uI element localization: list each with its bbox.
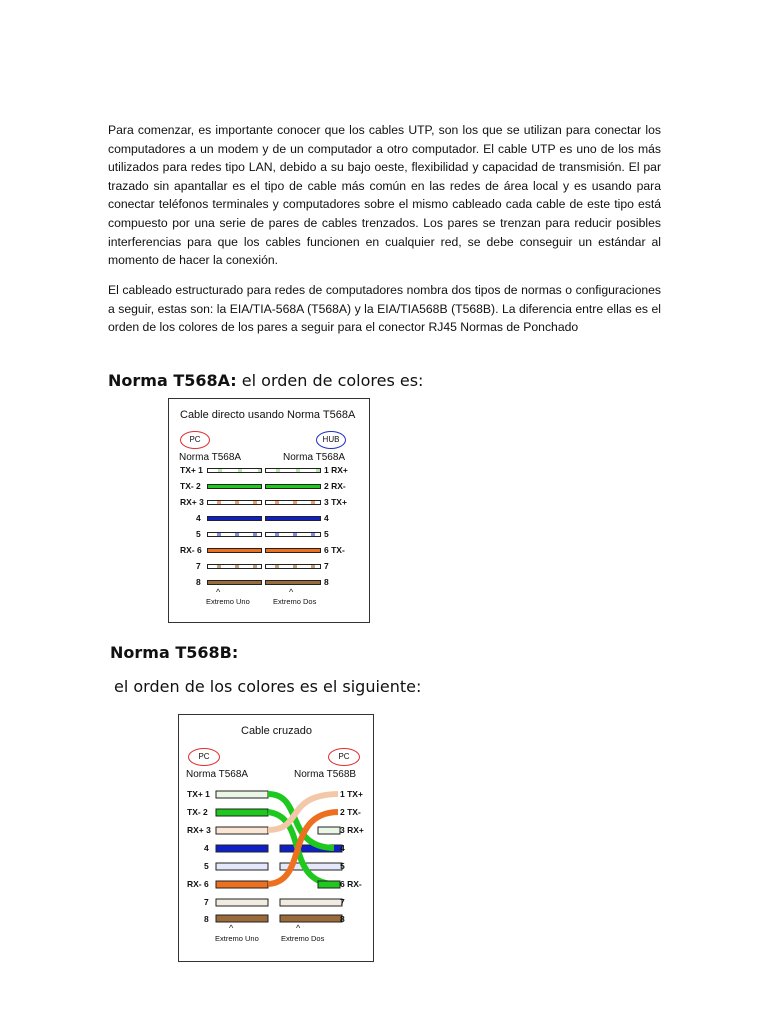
- wire-brown: [207, 580, 262, 585]
- heading-t568a-bold: Norma T568A:: [108, 371, 237, 390]
- caret-left: ^: [229, 923, 234, 933]
- figure-a-left-pin: 4: [196, 513, 201, 523]
- wire-white-green: [207, 468, 262, 473]
- figure-b-right-pin: 2 TX-: [340, 807, 361, 817]
- figure-b-left-norm: Norma T568A: [186, 769, 249, 780]
- figure-a-title: Cable directo usando Norma T568A: [180, 409, 356, 421]
- heading-t568a-rest: el orden de colores es:: [236, 371, 424, 390]
- figure-b-right-pin: 4: [340, 843, 345, 853]
- figure-a-right-pin: 4: [324, 513, 329, 523]
- crossover-wiring: [214, 787, 346, 927]
- figure-a-left-pin: 7: [196, 561, 201, 571]
- wire-orange: [207, 548, 262, 553]
- figure-a-right-pin: 3 TX+: [324, 497, 347, 507]
- figure-a-right-pin: 7: [324, 561, 329, 571]
- figure-a-left-pin: 5: [196, 529, 201, 539]
- figure-b-right-pin: 8: [340, 914, 345, 924]
- heading-t568b-subtitle: el orden de los colores es el siguiente:: [114, 677, 422, 696]
- heading-t568a: [108, 371, 423, 390]
- wire-blue: [265, 516, 321, 521]
- wire-green: [207, 484, 262, 489]
- wire-white-blue: [207, 532, 262, 537]
- wire-white-brown: [216, 899, 268, 906]
- figure-b-left-pin: TX+ 1: [187, 789, 210, 799]
- figure-a-end-left: Extremo Uno: [206, 597, 250, 606]
- figure-a-left-pin: TX- 2: [180, 481, 201, 491]
- wire-blue: [207, 516, 262, 521]
- caret-right: ^: [289, 587, 294, 597]
- wire-white-green: [216, 791, 268, 798]
- figure-a-left-pin: RX+ 3: [180, 497, 204, 507]
- figure-b-right-pin: 5: [340, 861, 345, 871]
- wire-white-brown: [207, 564, 262, 569]
- wire-white-orange: [207, 500, 262, 505]
- wire-green-end: [318, 881, 340, 888]
- figure-a-left-badge: PC: [180, 431, 210, 449]
- figure-a-left-pin: RX- 6: [180, 545, 202, 555]
- figure-b-left-pin: TX- 2: [187, 807, 208, 817]
- caret-right: ^: [296, 923, 301, 933]
- figure-b-right-badge: PC: [328, 748, 360, 766]
- wire-green: [265, 484, 321, 489]
- figure-b-right-pin: 7: [340, 897, 345, 907]
- intro-paragraph: Para comenzar, es importante conocer que los cables UTP, son los que se utilizan para conectar los computadores a un modem y de un computador a otro computador. El cable UTP es uno de los más utilizados para redes tipo LAN, debido a su bajo oeste, flexibilidad y capacidad de transmisión. El par trazado sin apantallar es el tipo de cable más común en las redes de área local y es usando para conectar teléfonos terminales y computadores sobre el mismo cableado cada cable de este tipo está compuesto por una serie de pares de cables trenzados. Los pares se trenzan para reducir posibles interferencias para que los cables funcionen en cualquier red, se debe conseguir un estándar al momento de hacer la conexión.: [108, 123, 661, 268]
- wire-brown: [265, 580, 321, 585]
- figure-straight-cable: [168, 398, 370, 623]
- wire-green: [216, 809, 268, 816]
- wire-brown: [280, 915, 342, 922]
- figure-a-left-norm: Norma T568A: [179, 452, 242, 463]
- figure-b-right-pin: 6 RX-: [340, 879, 362, 889]
- figure-a-right-pin: 8: [324, 577, 329, 587]
- wire-white-green: [265, 468, 321, 473]
- figure-a-right-pin: 6 TX-: [324, 545, 345, 555]
- figure-b-left-pin: RX- 6: [187, 879, 209, 889]
- figure-b-right-pin: 1 TX+: [340, 789, 363, 799]
- figure-a-right-pin: 5: [324, 529, 329, 539]
- wire-white-brown: [265, 564, 321, 569]
- figure-a-right-pin: 1 RX+: [324, 465, 348, 475]
- figure-b-left-pin: 4: [204, 843, 209, 853]
- figure-a-right-norm: Norma T568A: [283, 452, 346, 463]
- figure-b-end-left: Extremo Uno: [215, 934, 259, 943]
- figure-b-left-pin: 8: [204, 914, 209, 924]
- figure-crossover-cable: [178, 714, 374, 962]
- figure-b-left-pin: RX+ 3: [187, 825, 211, 835]
- wire-blue: [216, 845, 268, 852]
- figure-a-left-pin: TX+ 1: [180, 465, 203, 475]
- wire-white-brown: [280, 899, 342, 906]
- figure-b-left-pin: 5: [204, 861, 209, 871]
- figure-b-left-pin: 7: [204, 897, 209, 907]
- heading-t568b: [110, 643, 238, 662]
- wire-white-blue: [265, 532, 321, 537]
- figure-b-title: Cable cruzado: [241, 725, 312, 737]
- wire-brown: [216, 915, 268, 922]
- standards-paragraph: El cableado estructurado para redes de computadores nombra dos tipos de normas o configuraciones a seguir, estas son: la EIA/TIA-568A (T568A) y la EIA/TIA568B (T568B). La diferencia entre ellas es el orden de los colores de los pares a seguir para el conector RJ45 Normas de Ponchado: [108, 283, 661, 335]
- wire-white-blue: [216, 863, 268, 870]
- figure-a-end-right: Extremo Dos: [273, 597, 317, 606]
- caret-left: ^: [216, 587, 221, 597]
- wire-orange: [216, 881, 268, 888]
- wire-orange: [265, 548, 321, 553]
- figure-b-end-right: Extremo Dos: [281, 934, 325, 943]
- figure-b-right-pin: 3 RX+: [340, 825, 364, 835]
- figure-b-left-badge: PC: [188, 748, 220, 766]
- wire-white-orange: [265, 500, 321, 505]
- figure-a-right-badge: HUB: [316, 431, 346, 449]
- figure-a-right-pin: 2 RX-: [324, 481, 346, 491]
- wire-white-green-end: [318, 827, 340, 834]
- figure-b-right-norm: Norma T568B: [294, 769, 357, 780]
- wire-white-orange: [216, 827, 268, 834]
- heading-t568b-bold: Norma T568B:: [110, 643, 239, 662]
- figure-a-left-pin: 8: [196, 577, 201, 587]
